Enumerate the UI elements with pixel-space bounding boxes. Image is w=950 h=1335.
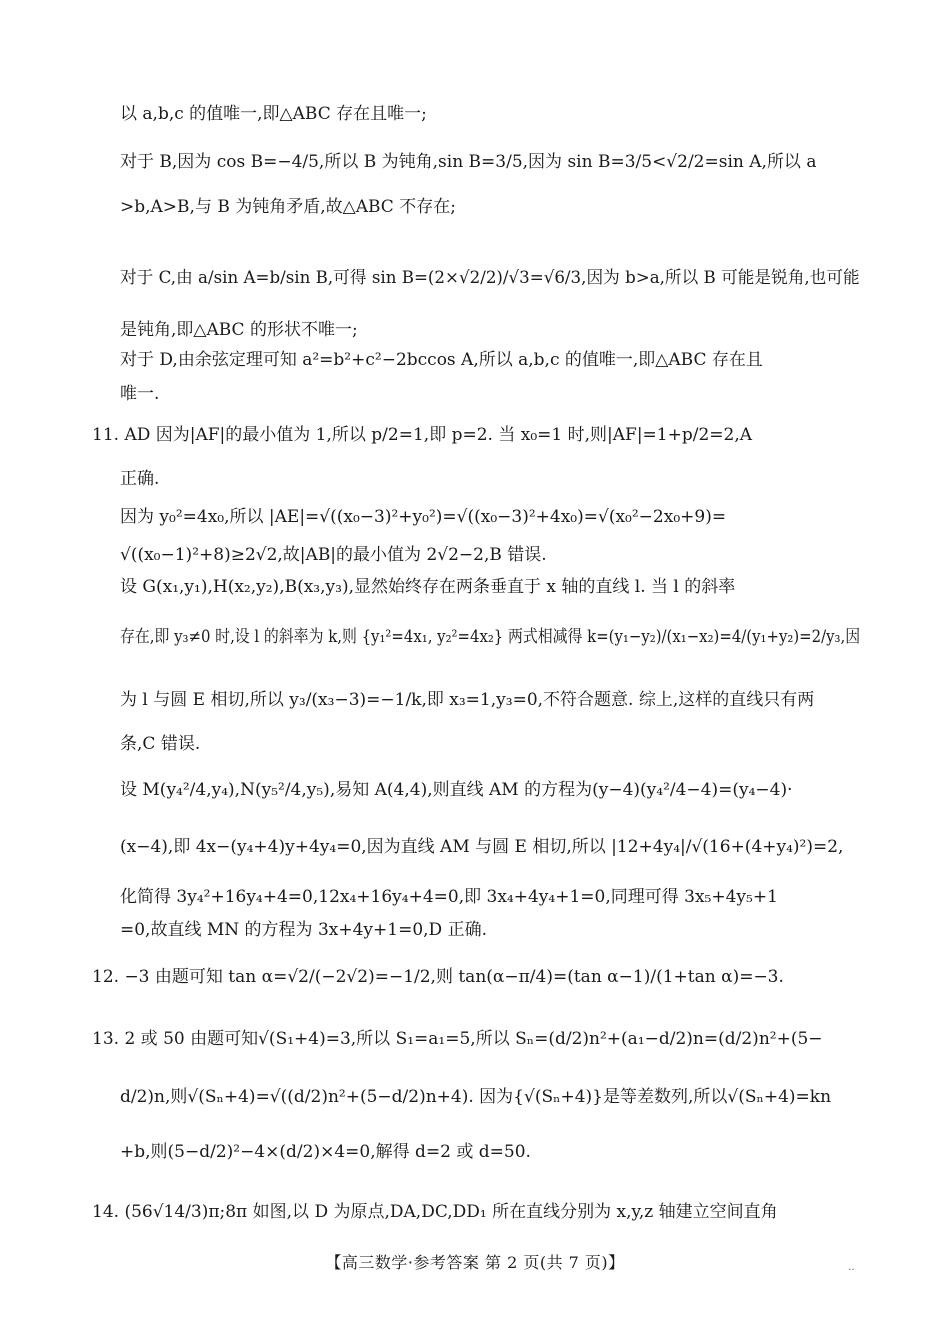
text-line: 设 M(y₄²/4,y₄),N(y₅²/4,y₅),易知 A(4,4),则直线 AM 的方程为(y−4)(y₄²/4−4)=(y₄−4)· <box>120 780 793 800</box>
text-line: 14. (56√14/3)π;8π 如图,以 D 为原点,DA,DC,DD₁ 所在直线分别为 x,y,z 轴建立空间直角 <box>92 1202 778 1222</box>
text-line: =0,故直线 MN 的方程为 3x+4y+1=0,D 正确. <box>120 920 487 940</box>
text-line: 条,C 错误. <box>120 734 201 754</box>
corner-mark: ‥ <box>848 1262 855 1273</box>
text-line: 因为 y₀²=4x₀,所以 |AE|=√((x₀−3)²+y₀²)=√((x₀−3)²+4x₀)=√(x₀²−2x₀+9)= <box>120 507 727 527</box>
text-line: +b,则(5−d/2)²−4×(d/2)×4=0,解得 d=2 或 d=50. <box>120 1142 531 1162</box>
text-line: d/2)n,则√(Sₙ+4)=√((d/2)n²+(5−d/2)n+4). 因为{√(Sₙ+4)}是等差数列,所以√(Sₙ+4)=kn <box>120 1087 832 1107</box>
text-line: 是钝角,即△ABC 的形状不唯一; <box>120 320 358 340</box>
text-line: 化简得 3y₄²+16y₄+4=0,12x₄+16y₄+4=0,即 3x₄+4y₄+1=0,同理可得 3x₅+4y₅+1 <box>120 887 778 907</box>
text-line: 正确. <box>120 469 160 489</box>
text-line: 对于 D,由余弦定理可知 a²=b²+c²−2bccos A,所以 a,b,c 的值唯一,即△ABC 存在且 <box>120 350 763 370</box>
text-line: 存在,即 y₃≠0 时,设 l 的斜率为 k,则 {y₁²=4x₁, y₂²=4x₂} 两式相减得 k=(y₁−y₂)/(x₁−x₂)=4/(y₁+y₂)=2/y₃,因 <box>120 627 861 647</box>
text-line: (x−4),即 4x−(y₄+4)y+4y₄=0,因为直线 AM 与圆 E 相切,所以 |12+4y₄|/√(16+(4+y₄)²)=2, <box>120 837 844 857</box>
text-line: 设 G(x₁,y₁),H(x₂,y₂),B(x₃,y₃),显然始终存在两条垂直于 x 轴的直线 l. 当 l 的斜率 <box>120 577 736 597</box>
text-line: >b,A>B,与 B 为钝角矛盾,故△ABC 不存在; <box>120 197 456 217</box>
text-line: √((x₀−1)²+8)≥2√2,故|AB|的最小值为 2√2−2,B 错误. <box>120 545 547 565</box>
text-line: 对于 B,因为 cos B=−4/5,所以 B 为钝角,sin B=3/5,因为 sin B=3/5<√2/2=sin A,所以 a <box>120 152 817 172</box>
text-line: 以 a,b,c 的值唯一,即△ABC 存在且唯一; <box>120 104 427 124</box>
text-line: 唯一. <box>120 384 160 404</box>
page-footer: 【高三数学·参考答案 第 2 页(共 7 页)】 <box>325 1253 625 1272</box>
text-line: 12. −3 由题可知 tan α=√2/(−2√2)=−1/2,则 tan(α−π/4)=(tan α−1)/(1+tan α)=−3. <box>92 967 784 987</box>
text-line: 11. AD 因为|AF|的最小值为 1,所以 p/2=1,即 p=2. 当 x₀=1 时,则|AF|=1+p/2=2,A <box>92 425 753 445</box>
text-line: 对于 C,由 a/sin A=b/sin B,可得 sin B=(2×√2/2)/√3=√6/3,因为 b>a,所以 B 可能是锐角,也可能 <box>120 268 860 288</box>
text-line: 为 l 与圆 E 相切,所以 y₃/(x₃−3)=−1/k,即 x₃=1,y₃=0,不符合题意. 综上,这样的直线只有两 <box>120 690 815 710</box>
text-line: 13. 2 或 50 由题可知√(S₁+4)=3,所以 S₁=a₁=5,所以 Sₙ=(d/2)n²+(a₁−d/2)n=(d/2)n²+(5− <box>92 1029 823 1049</box>
